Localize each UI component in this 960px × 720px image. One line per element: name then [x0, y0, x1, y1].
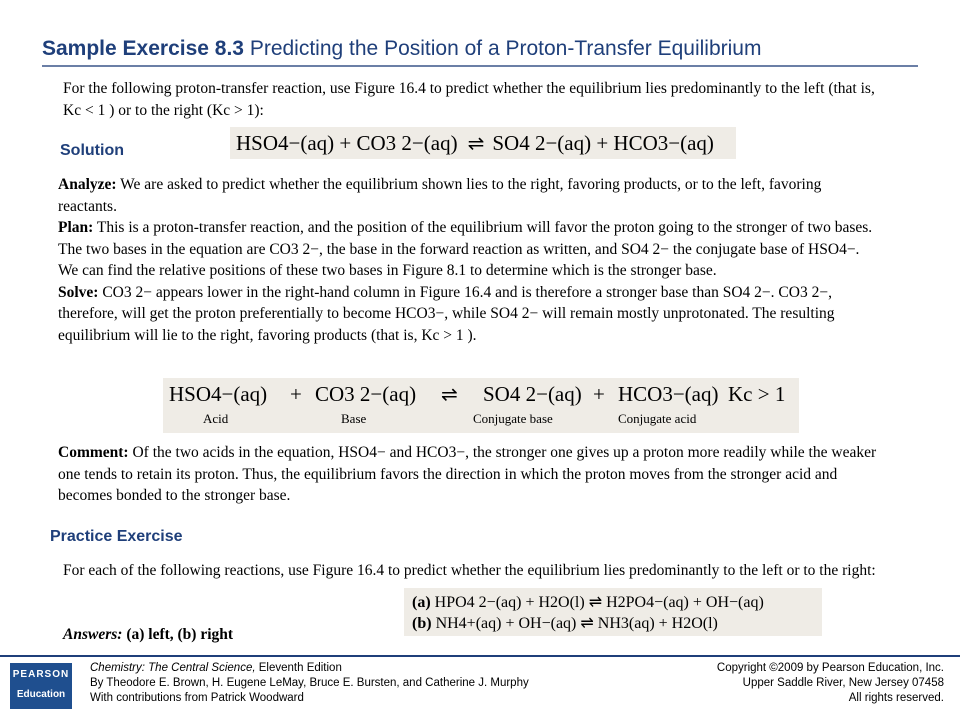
reaction-equation-1 — [230, 127, 736, 159]
solution-heading: Solution — [60, 142, 124, 159]
practice-heading: Practice Exercise — [50, 528, 183, 545]
eq2-conjugate-acid: HCO3−(aq) — [618, 382, 719, 406]
eq2-label-base: Base — [341, 411, 367, 426]
footer-contributions: With contributions from Patrick Woodward — [90, 692, 304, 704]
analyze-label: Analyze: — [58, 176, 117, 193]
book-edition: Eleventh Edition — [255, 662, 342, 674]
reaction-a-left: HPO4 2−(aq) + H2O(l) — [434, 594, 585, 611]
practice-paragraph — [63, 560, 883, 582]
footer-copyright — [717, 661, 944, 706]
solve-text: CO3 2− appears lower in the right-hand column in Figure 16.4 and is therefore a stronger base than SO4 2−. CO3 2−, therefore, will get the proton preferentially to become HCO3−, while SO4 2− will remain mostly unprotonated. The resulting equilibrium will lie to the right, favoring products (that is, Kc > 1 ). — [58, 283, 835, 344]
equilibrium-arrow-icon: ⇌ — [467, 132, 483, 155]
intro-text: For the following proton-transfer reaction, use Figure 16.4 to predict whether the equilibrium lies predominantly to the left (that is, Kc < 1 ) or to the right (Kc > 1): — [63, 80, 875, 119]
comment-paragraph — [58, 442, 878, 507]
eq2-conjugate-base: SO4 2−(aq) — [483, 382, 582, 406]
reaction-equation-2 — [163, 378, 799, 433]
analyze-text: We are asked to predict whether the equilibrium shown lies to the right, favoring products, or to the left, favoring reactants. — [58, 176, 822, 215]
eq2-acid: HSO4−(aq) — [169, 382, 268, 406]
equilibrium-arrow-icon: ⇌ — [588, 594, 603, 611]
footer-authors: By Theodore E. Brown, H. Eugene LeMay, Bruce E. Bursten, and Catherine J. Murphy — [90, 677, 529, 689]
footer-divider — [0, 655, 960, 657]
solve-paragraph — [58, 282, 878, 347]
practice-reaction-b — [412, 613, 718, 633]
reaction-b-label: (b) — [412, 615, 432, 632]
comment-label: Comment: — [58, 444, 129, 461]
footer-credits — [90, 661, 529, 706]
practice-reaction-a — [412, 592, 764, 612]
rights-text: All rights reserved. — [848, 692, 944, 704]
address-text: Upper Saddle River, New Jersey 07458 — [742, 677, 944, 689]
plan-label: Plan: — [58, 219, 94, 236]
copyright-text: Copyright ©2009 by Pearson Education, Inc. — [716, 662, 944, 674]
reaction-a-label: (a) — [412, 594, 431, 611]
pearson-logo — [10, 663, 72, 709]
eq2-label-conjugate-base: Conjugate base — [473, 411, 553, 426]
answers-text: (a) left, (b) right — [122, 626, 234, 643]
equilibrium-arrow-icon: ⇌ — [441, 384, 458, 406]
reaction-a-right: H2PO4−(aq) + OH−(aq) — [606, 594, 764, 611]
eq2-base: CO3 2−(aq) — [315, 382, 417, 406]
plan-text: This is a proton-transfer reaction, and the position of the equilibrium will favor the proton going to the stronger of two bases. The two bases in the equation are CO3 2−, the base in the forward reaction as written, and SO4 2− the conjugate base of HSO4−. We can find the relative positions of these two bases in Figure 8.1 to determine which is the stronger base. — [58, 219, 873, 279]
plan-paragraph — [58, 217, 878, 282]
logo-bottom-text: Education — [16, 689, 66, 700]
practice-reactions — [404, 588, 822, 636]
eq2-label-acid: Acid — [203, 411, 229, 426]
answers-label: Answers: — [63, 626, 123, 643]
comment-line — [58, 442, 878, 507]
title-divider — [42, 65, 918, 67]
answers-line — [63, 626, 233, 644]
intro-paragraph — [63, 78, 883, 121]
equation1-left: HSO4−(aq) + CO3 2−(aq) — [236, 130, 458, 155]
footer-book-line — [90, 661, 529, 676]
comment-text: Of the two acids in the equation, HSO4− and HCO3−, the stronger one gives up a proton more readily while the weaker one tends to retain its proton. Thus, the equilibrium favors the direction in which the proton moves from the stronger acid and becomes bonded to the stronger base. — [58, 444, 877, 504]
equation1-right: SO4 2−(aq) + HCO3−(aq) — [492, 130, 714, 155]
logo-top-text: PEARSON — [12, 669, 70, 680]
reaction-b-right: NH3(aq) + H2O(l) — [597, 615, 718, 632]
book-title: Chemistry: The Central Science, — [90, 662, 256, 674]
eq2-plus-2: + — [593, 382, 605, 406]
reaction-b-left: NH4+(aq) + OH−(aq) — [435, 615, 577, 632]
equilibrium-arrow-icon: ⇌ — [580, 615, 594, 632]
practice-text: For each of the following reactions, use Figure 16.4 to predict whether the equilibrium lies predominantly to the left or to the right: — [63, 562, 876, 579]
page-title: Sample Exercise 8.3 Predicting the Position of a Proton-Transfer Equilibrium — [42, 37, 762, 60]
eq2-plus-1: + — [290, 382, 302, 406]
eq2-kc: Kc > 1 — [728, 382, 786, 406]
analyze-paragraph — [58, 174, 878, 217]
solve-label: Solve: — [58, 283, 99, 301]
eq2-label-conjugate-acid: Conjugate acid — [618, 411, 697, 426]
solution-body — [58, 174, 878, 346]
